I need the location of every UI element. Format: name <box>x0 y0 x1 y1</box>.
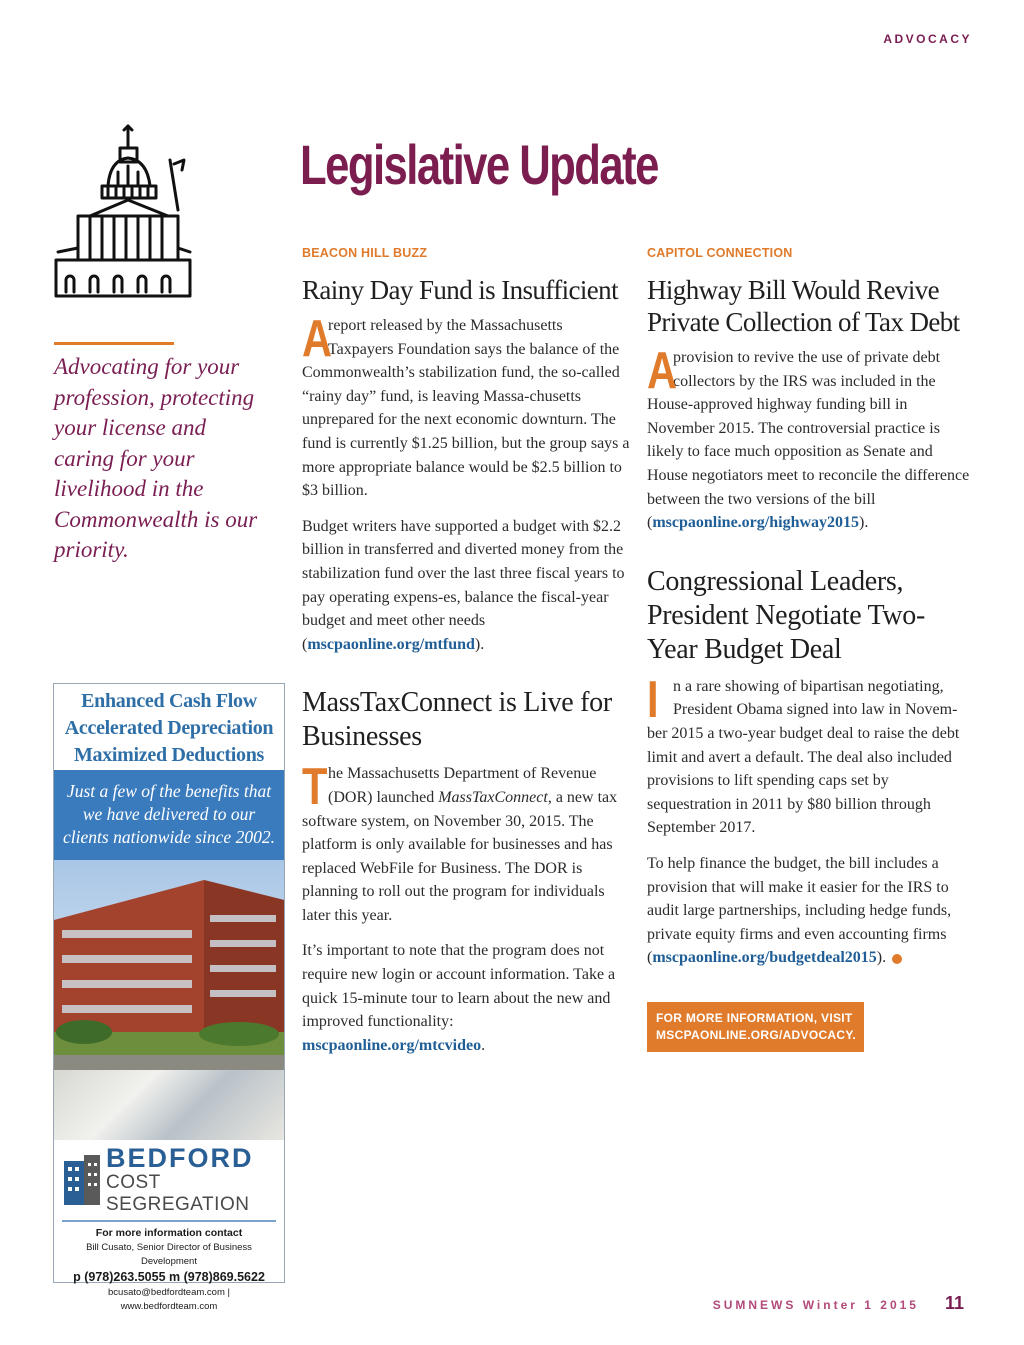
mission-tagline: Advocating for your profession, protecting your license and caring for your livelihood in the Commonwealth is our priority. <box>54 354 258 562</box>
article-headline: Congressional Leaders, President Negotiate Two-Year Budget Deal <box>647 565 926 665</box>
article-paragraph: Budget writers have supported a budget with $2.2 billion in transferred and diverted money from the stabilization fund over the last three fiscal years to pay operating expens-es, balance the fiscal-year budget and meet other needs ( <box>302 517 625 653</box>
page-number: 11 <box>944 1293 964 1313</box>
article-headline: Highway Bill Would Revive Private Collection of Tax Debt <box>647 275 960 337</box>
drop-cap: T <box>302 758 328 817</box>
budgetdeal2015-link[interactable]: mscpaonline.org/budgetdeal2015 <box>652 949 877 967</box>
article-paragraph: he Massachusetts Department of Revenue (DOR) launched <box>328 765 597 806</box>
ad-contact-block <box>62 1220 276 1314</box>
article-body <box>302 310 630 656</box>
article-headline: Rainy Day Fund is Insufficient <box>302 275 618 305</box>
state-house-illustration <box>50 120 195 305</box>
ad-logo <box>54 1140 284 1220</box>
ad-contact-heading: For more information contact <box>95 1227 243 1239</box>
more-info-line: FOR MORE INFORMATION, VISIT <box>656 1010 853 1025</box>
bedford-advertisement[interactable] <box>53 683 285 1312</box>
ad-headlines <box>54 684 284 770</box>
mtfund-link[interactable]: mscpaonline.org/mtfund <box>307 635 475 653</box>
column-kicker: BEACON HILL BUZZ <box>302 246 428 260</box>
paragraph-end: ). <box>474 635 485 653</box>
paragraph-end: . <box>481 1036 486 1054</box>
capitol-connection-column <box>647 246 975 1052</box>
ad-building-photo <box>54 860 284 1070</box>
article-body <box>647 342 975 535</box>
paragraph-end: ). <box>876 949 887 967</box>
ad-contact-person: Bill Cusato, Senior Director of Business Development <box>86 1242 252 1267</box>
mtcvideo-link[interactable]: mscpaonline.org/mtcvideo <box>302 1036 482 1054</box>
ad-headline: Accelerated Depreciation <box>64 717 274 739</box>
ad-benefits-text: Just a few of the benefits that we have delivered to our clients nationwide since 2002. <box>63 781 275 847</box>
article-body <box>302 758 630 1057</box>
article-paragraph: report released by the Massachusetts Taxpayers Foundation says the balance of the Commonwealth’s stabilization fund, the so-called “rainy day” fund, is leaving Massa-chusetts unprepared for the next economic downturn. The fund is currently $1.25 billion, but the group says a more appropriate balance would be $2.5 billion to $3 billion. <box>302 317 630 500</box>
accent-rule <box>54 342 174 345</box>
article-paragraph: , a new tax software system, on November 30, 2015. The platform is only available for businesses and has replaced WebFile for Business. The DOR is planning to roll out the program for individuals later this year. <box>302 788 618 924</box>
ad-headline: Enhanced Cash Flow <box>81 690 257 712</box>
paragraph-end: ). <box>859 514 869 532</box>
article-headline: MassTaxConnect is Live for Businesses <box>302 687 612 753</box>
ad-headline: Maximized Deductions <box>73 744 265 766</box>
ad-company-subtitle: COST SEGREGATION <box>106 1172 250 1215</box>
drop-cap: A <box>302 310 333 368</box>
ad-company-name: BEDFORD <box>106 1143 254 1173</box>
page-footer <box>713 1293 964 1314</box>
ad-contact-emails: bcusato@bedfordteam.com | www.bedfordteam.com <box>108 1287 230 1312</box>
ad-contact-phones: p (978)263.5055 m (978)869.5622 <box>73 1270 265 1284</box>
article-paragraph: provision to revive the use of private debt collectors by the IRS was included in the House-approved highway funding bill in November 2015. The controversial practice is likely to face much opposition as Senate and House negotiators meet to reconcile the difference between the two versions of the bill ( <box>647 349 970 532</box>
highway2015-link[interactable]: mscpaonline.org/highway2015 <box>652 514 860 532</box>
more-info-box[interactable] <box>647 1002 864 1052</box>
column-kicker: CAPITOL CONNECTION <box>647 246 793 260</box>
beacon-hill-column <box>302 246 630 1069</box>
section-label: ADVOCACY <box>883 32 972 46</box>
article-paragraph: n a rare showing of bipartisan negotiating, President Obama signed into law in Novem-ber 2015 a two-year budget deal to raise the debt limit and avert a default. The deal also included provisions to lift spending caps set by sequestration in 2011 by $80 billion through September 2017. <box>647 677 960 837</box>
article-body <box>647 670 975 970</box>
article-paragraph: To help finance the budget, the bill includes a provision that will make it easier for the IRS to audit large partnerships, including hedge funds, private equity firms and even accounting firms ( <box>647 854 952 967</box>
end-bullet-icon <box>892 954 902 964</box>
drop-cap: A <box>647 342 678 400</box>
drop-cap: I <box>647 670 659 729</box>
more-info-url: MSCPAONLINE.ORG/ADVOCACY. <box>656 1027 856 1042</box>
building-logo-icon <box>64 1155 100 1205</box>
ad-benefits-banner <box>54 770 284 860</box>
publication-label: SUMNEWS Winter 1 2015 <box>712 1298 919 1312</box>
page-title: Legislative Update <box>300 133 658 196</box>
product-name: MassTaxConnect <box>438 788 548 806</box>
article-paragraph: It’s important to note that the program does not require new login or account information. Take a quick 15-minute tour to learn about the new and improved functionality: <box>302 942 616 1031</box>
ad-blueprint-photo <box>54 1070 284 1140</box>
